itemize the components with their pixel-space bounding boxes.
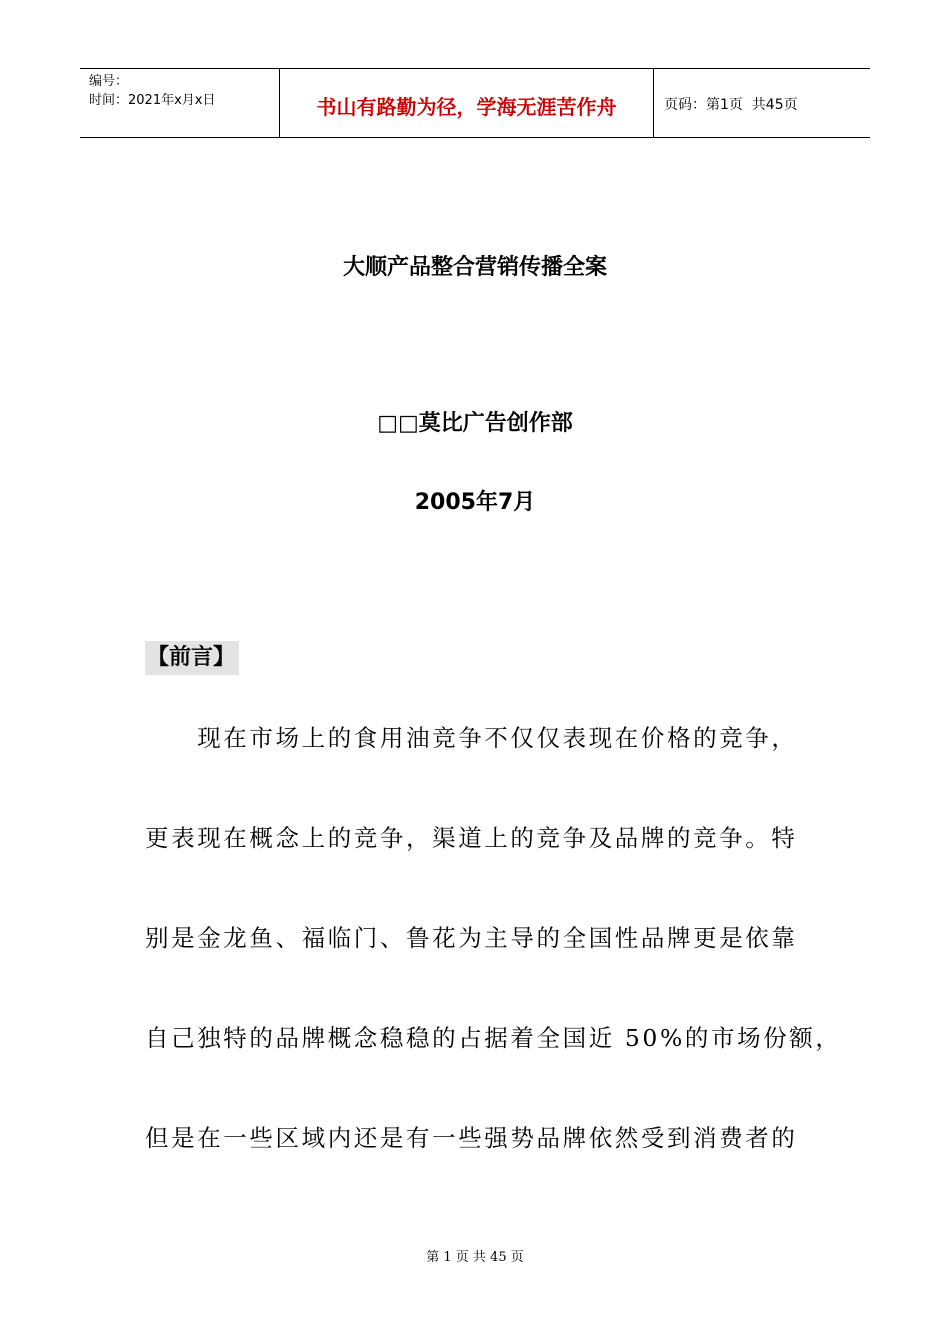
- paragraph-line: 但是在一些区域内还是有一些强势品牌依然受到消费者的: [145, 1124, 798, 1152]
- document-title: 大顺产品整合营销传播全案: [342, 255, 607, 280]
- document-date: 2005年7月: [414, 490, 536, 515]
- header-page-info: [654, 69, 870, 137]
- section-heading: 【前言】: [145, 641, 239, 675]
- paragraph-line: 现在市场上的食用油竞争不仅仅表现在价格的竞争，: [145, 724, 798, 752]
- page-header: [80, 68, 870, 138]
- number-label: 编号：: [89, 74, 129, 89]
- time-label: 时间：2021年x月x日: [89, 93, 216, 108]
- paragraph-line: 别是金龙鱼、福临门、鲁花为主导的全国性品牌更是依靠: [145, 924, 798, 952]
- paragraph-line: 更表现在概念上的竞争，渠道上的竞争及品牌的竞争。特: [145, 824, 798, 852]
- page-footer: 第 1 页 共 45 页: [426, 1250, 524, 1265]
- paragraph-line: 自己独特的品牌概念稳稳的占据着全国近 50%的市场份额，: [145, 1024, 842, 1052]
- header-motto: 书山有路勤为径，学海无涯苦作舟: [280, 69, 654, 137]
- header-meta: [80, 69, 280, 137]
- document-organization: □□莫比广告创作部: [377, 411, 573, 436]
- page-info-text: 页码：第1页 共45页: [664, 97, 798, 113]
